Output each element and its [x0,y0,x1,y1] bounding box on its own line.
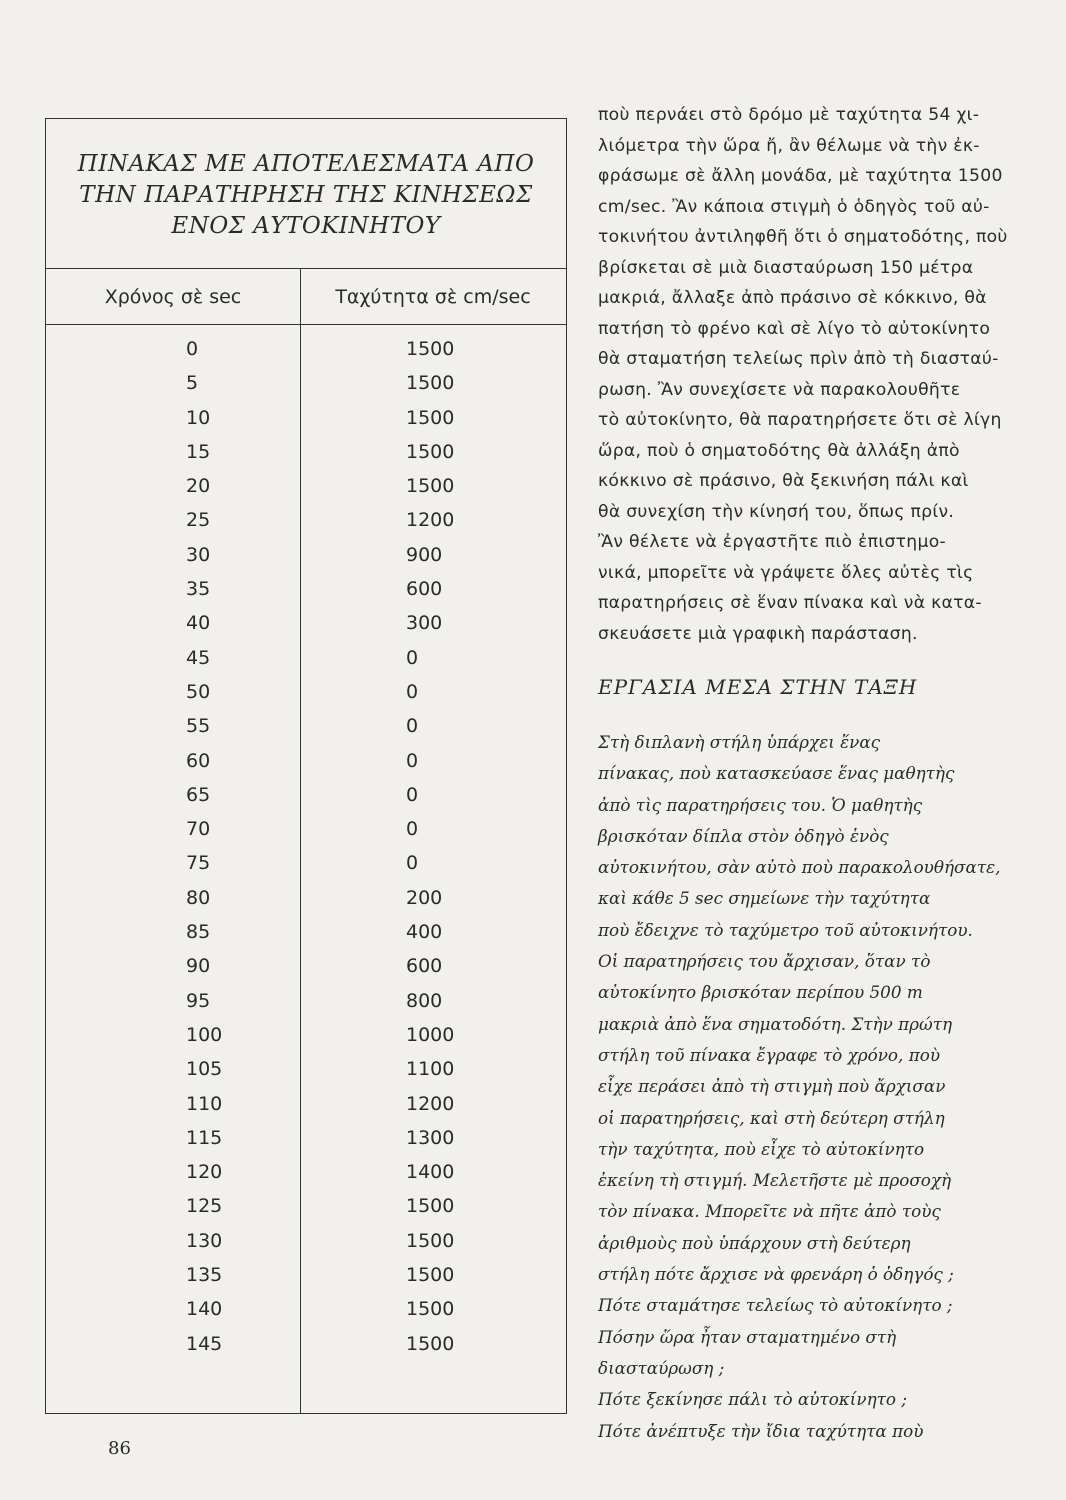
table-row [46,334,566,368]
table-row [46,986,566,1020]
speed-cell: 1400 [406,1161,455,1184]
speed-cell: 0 [406,783,419,806]
time-cell: 65 [186,783,211,806]
text-line: ποὺ περνάει στὸ δρόμο μὲ ταχύτητα 54 χι- [598,105,980,125]
speed-cell: 1500 [406,1332,455,1355]
time-cell: 135 [186,1264,223,1287]
table-row [46,505,566,539]
speed-cell: 1500 [406,1195,455,1218]
time-cell: 115 [186,1126,223,1149]
text-line: Ἂν θέλετε νὰ ἐργαστῆτε πιὸ ἐπιστημο- [598,532,947,552]
text-line: Πότε ἀνέπτυξε τὴν ἴδια ταχύτητα ποὺ [598,1420,924,1441]
exercise-text [598,727,1048,1447]
text-line: ἀριθμοὺς ποὺ ὑπάρχουν στὴ δεύτερη [598,1232,911,1253]
speed-cell: 900 [406,543,443,566]
table-row [46,574,566,608]
time-cell: 10 [186,406,211,429]
text-line: καὶ κάθε 5 sec σημείωνε τὴν ταχύτητα [598,888,931,909]
table-row [46,403,566,437]
text-line: νικά, μπορεῖτε νὰ γράψετε ὅλες αὐτὲς τὶς [598,562,974,583]
body-text [598,100,1038,649]
speed-cell: 0 [406,715,419,738]
speed-cell: 1300 [406,1126,455,1149]
table-row [46,471,566,505]
text-line: ἀπὸ τὶς παρατηρήσεις του. Ὁ μαθητὴς [598,794,923,815]
text-line: θὰ σταματήση τελείως πρὶν ἀπὸ τὴ διασταύ- [598,349,999,369]
time-cell: 120 [186,1161,223,1184]
table-title [46,119,566,269]
time-cell: 70 [186,818,211,841]
speed-cell: 400 [406,921,443,944]
speed-cell: 1500 [406,372,455,395]
time-cell: 90 [186,955,211,978]
speed-cell: 1500 [406,475,455,498]
text-line: αὐτοκινήτου, σὰν αὐτὸ ποὺ παρακολουθήσατε, [598,857,1001,878]
text-line: βρίσκεται σὲ μιὰ διασταύρωση 150 μέτρα [598,257,974,278]
text-line: τὸ αὐτοκίνητο, θὰ παρατηρήσετε ὅτι σὲ λίγη [598,410,1002,430]
table-row [46,540,566,574]
table-title-line: ΠΙΝΑΚΑΣ ΜΕ ΑΠΟΤΕΛΕΣΜΑΤΑ ΑΠΟ [77,151,535,177]
table-row [46,814,566,848]
speed-cell: 1000 [406,1023,455,1046]
text-line: παρατηρήσεις σὲ ἕναν πίνακα καὶ νὰ κατα- [598,593,982,613]
text-line: θὰ συνεχίση τὴν κίνησή του, ὅπως πρίν. [598,501,955,522]
time-cell: 40 [186,612,211,635]
speed-cell: 0 [406,749,419,772]
time-cell: 110 [186,1092,223,1115]
table-title-line: ΤΗΝ ΠΑΡΑΤΗΡΗΣΗ ΤΗΣ ΚΙΝΗΣΕΩΣ [79,182,533,208]
text-line: μακριά, ἄλλαξε ἀπὸ πράσινο σὲ κόκκινο, θὰ [598,288,987,308]
table-row [46,368,566,402]
time-cell: 0 [186,338,199,360]
table-row [46,1294,566,1328]
text-line: τὴν ταχύτητα, ποὺ εἶχε τὸ αὐτοκίνητο [598,1138,925,1159]
text-line: σκευάσετε μιὰ γραφικὴ παράσταση. [598,623,918,644]
text-line: λιόμετρα τὴν ὥρα ἤ, ἂν θέλωμε νὰ τὴν ἐκ- [598,135,980,156]
speed-cell: 1200 [406,509,455,532]
text-line: Οἱ παρατηρήσεις του ἄρχισαν, ὅταν τὸ [598,951,931,972]
table-row [46,1054,566,1088]
time-cell: 80 [186,886,211,909]
section-title: ΕΡΓΑΣΙΑ ΜΕΣΑ ΣΤΗΝ ΤΑΞΗ [598,675,918,699]
table-row [46,1226,566,1260]
table-row [46,883,566,917]
speed-cell: 800 [406,989,443,1012]
time-cell: 145 [186,1332,223,1355]
table-row [46,746,566,780]
text-line: πατήση τὸ φρένο καὶ σὲ λίγο τὸ αὐτοκίνητο [598,318,991,339]
table-row [46,848,566,882]
time-cell: 5 [186,372,199,395]
time-cell: 85 [186,921,211,944]
table-row [46,780,566,814]
text-line: εἶχε περάσει ἀπὸ τὴ στιγμὴ ποὺ ἄρχισαν [598,1076,946,1097]
table-row [46,1157,566,1191]
speed-cell: 1500 [406,1298,455,1321]
speed-cell: 0 [406,646,419,669]
text-line: cm/sec. Ἂν κάποια στιγμὴ ὁ ὁδηγὸς τοῦ αὐ- [598,196,990,217]
time-cell: 35 [186,578,211,601]
speed-cell: 600 [406,578,443,601]
table-body [46,334,566,1363]
text-line: βρισκόταν δίπλα στὸν ὁδηγὸ ἑνὸς [598,825,889,846]
text-line: αὐτοκίνητο βρισκόταν περίπου 500 m [598,982,923,1003]
table-row [46,1123,566,1157]
text-line: φράσωμε σὲ ἄλλη μονάδα, μὲ ταχύτητα 1500 [598,166,1003,186]
table-row [46,711,566,745]
text-line: ἐκείνη τὴ στιγμή. Μελετῆστε μὲ προσοχὴ [598,1170,952,1191]
time-cell: 55 [186,715,211,738]
speed-cell: 0 [406,818,419,841]
text-line: στήλη πότε ἄρχισε νὰ φρενάρη ὁ ὁδηγός ; [598,1264,954,1285]
text-line: τοκινήτου ἀντιληφθῆ ὅτι ὁ σηματοδότης, ποὺ [598,227,1008,247]
results-table [45,118,567,1414]
table-row [46,677,566,711]
time-cell: 95 [186,989,211,1012]
text-line: Πότε ξεκίνησε πάλι τὸ αὐτοκίνητο ; [598,1389,908,1410]
text-line: διασταύρωση ; [598,1357,725,1378]
time-cell: 15 [186,440,211,463]
table-row [46,1191,566,1225]
time-cell: 45 [186,646,211,669]
text-line: Πότε σταμάτησε τελείως τὸ αὐτοκίνητο ; [598,1295,953,1316]
table-row [46,917,566,951]
time-cell: 50 [186,680,211,703]
time-cell: 20 [186,475,211,498]
column-header-speed: Ταχύτητα σὲ cm/sec [335,285,531,308]
speed-cell: 0 [406,680,419,703]
table-row [46,1260,566,1294]
speed-cell: 200 [406,886,443,909]
speed-cell: 300 [406,612,443,635]
time-cell: 130 [186,1229,223,1252]
text-line: ρωση. Ἂν συνεχίσετε νὰ παρακολουθῆτε [598,379,961,400]
column-header-time: Χρόνος σὲ sec [104,285,242,308]
table-row [46,437,566,471]
time-cell: 140 [186,1298,223,1321]
time-cell: 125 [186,1195,223,1218]
time-cell: 75 [186,852,211,875]
speed-cell: 1200 [406,1092,455,1115]
page-number: 86 [108,1438,131,1459]
speed-cell: 1500 [406,406,455,429]
speed-cell: 1500 [406,1264,455,1287]
speed-cell: 1500 [406,1229,455,1252]
text-line: ποὺ ἔδειχνε τὸ ταχύμετρο τοῦ αὐτοκινήτου. [598,919,973,940]
text-line: πίνακας, ποὺ κατασκεύασε ἕνας μαθητὴς [598,763,955,784]
speed-cell: 1100 [406,1058,455,1081]
time-cell: 105 [186,1058,223,1081]
time-cell: 25 [186,509,211,532]
text-line: οἱ παρατηρήσεις, καὶ στὴ δεύτερη στήλη [598,1107,945,1128]
speed-cell: 1500 [406,440,455,463]
text-line: μακριὰ ἀπὸ ἕνα σηματοδότη. Στὴν πρώτη [598,1013,953,1034]
table-title-line: ΕΝΟΣ ΑΥΤΟΚΙΝΗΤΟΥ [171,213,441,239]
time-cell: 100 [186,1023,223,1046]
text-line: κόκκινο σὲ πράσινο, θὰ ξεκινήση πάλι καὶ [598,471,969,491]
table-row [46,1020,566,1054]
text-line: τὸν πίνακα. Μπορεῖτε νὰ πῆτε ἀπὸ τοὺς [598,1201,941,1222]
time-cell: 30 [186,543,211,566]
header-divider [46,324,566,325]
table-row [46,643,566,677]
text-line: ὥρα, ποὺ ὁ σηματοδότης θὰ ἀλλάξη ἀπὸ [598,440,960,461]
table-row [46,608,566,642]
table-row [46,1089,566,1123]
table-row [46,1329,566,1363]
time-cell: 60 [186,749,211,772]
speed-cell: 0 [406,852,419,875]
text-line: στήλη τοῦ πίνακα ἔγραφε τὸ χρόνο, ποὺ [598,1044,941,1065]
speed-cell: 1500 [406,338,455,360]
text-line: Στὴ διπλανὴ στήλη ὑπάρχει ἕνας [598,732,881,752]
text-line: Πόσην ὥρα ἦταν σταματημένο στὴ [598,1326,897,1347]
speed-cell: 600 [406,955,443,978]
table-row [46,951,566,985]
